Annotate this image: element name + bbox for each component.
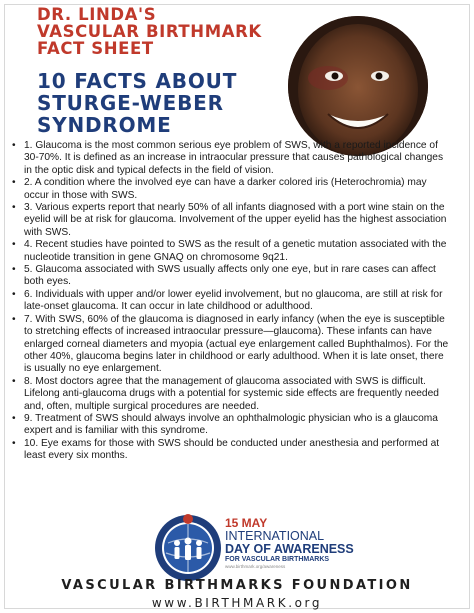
fact-text: 10. Eye exams for those with SWS should be conducted under anesthesia and performed at least every six months. — [24, 437, 440, 462]
fact-item — [12, 140, 450, 177]
fact-item — [12, 413, 450, 438]
child-portrait-photo — [288, 16, 428, 156]
fact-text: 1. Glaucoma is the most common serious eye problem of SWS, with a reported incidence of 30-70%. It is defined as an increase in intraocular pressure that causes pathological changes in the optic disk and typical defects in the field of vision. — [24, 140, 444, 176]
bullet-icon: • — [12, 412, 16, 424]
bullet-icon: • — [12, 140, 16, 151]
fact-text: 8. Most doctors agree that the management of glaucoma associated with SWS is difficult. Lifelong anti-glaucoma drugs with a potential for systemic side effects are frequently needed and, often, multiple surgical procedures are needed. — [24, 375, 439, 412]
fact-text: 4. Recent studies have pointed to SWS as the result of a genetic mutation associated with the nucleotide transition in gene GNAQ on chromosome 9q21. — [24, 239, 447, 263]
awareness-line-3: FOR VASCULAR BIRTHMARKS — [225, 556, 330, 563]
fact-item — [12, 376, 450, 413]
subtitle-line-2: STURGE-WEBER — [37, 91, 224, 115]
title-line-2: VASCULAR BIRTHMARK — [37, 22, 262, 41]
bullet-icon: • — [12, 177, 16, 189]
fact-item — [12, 177, 450, 202]
fact-text: 2. A condition where the involved eye can have a darker colored iris (Heterochromia) may occur in those with SWS. — [24, 177, 427, 201]
awareness-line-1: INTERNATIONAL — [225, 529, 325, 543]
footer-website-link[interactable]: www.BIRTHMARK.org — [151, 596, 323, 610]
fact-item — [12, 314, 450, 376]
fact-text: 6. Individuals with upper and/or lower eyelid involvement, but no glaucoma, are still at risk for late-onset glaucoma. It can occur in late childhood or adulthood. — [24, 288, 443, 313]
fact-text: 9. Treatment of SWS should always involve an ophthalmologic physician who is a glaucoma expert and is familiar with this syndrome. — [24, 412, 438, 437]
bullet-icon: • — [12, 264, 16, 276]
fact-item — [12, 202, 450, 239]
bullet-icon: • — [12, 437, 16, 449]
fact-item — [12, 239, 450, 264]
fact-sheet-title — [37, 6, 262, 57]
footer-org-name: VASCULAR BIRTHMARKS FOUNDATION — [61, 578, 413, 593]
title-line-1: DR. LINDA'S — [37, 5, 157, 24]
fact-text: 3. Various experts report that nearly 50% of all infants diagnosed with a port wine stain on the eyelid will be at risk for glaucoma. Involvement of the upper eyelid has the highest association with SWS. — [24, 202, 447, 238]
facts-list — [12, 140, 450, 463]
bullet-icon: • — [12, 239, 16, 251]
bullet-icon: • — [12, 288, 16, 300]
bullet-icon: • — [12, 375, 16, 387]
awareness-url: www.birthmark.org/awareness — [225, 564, 286, 569]
fact-item — [12, 438, 450, 463]
bullet-icon: • — [12, 202, 16, 214]
subtitle-line-3: SYNDROME — [37, 113, 172, 137]
awareness-date: 15 MAY — [225, 516, 268, 530]
awareness-day-text — [225, 517, 354, 570]
fact-item — [12, 289, 450, 314]
title-line-3: FACT SHEET — [37, 39, 154, 58]
fact-sheet-subtitle — [37, 70, 237, 136]
bullet-icon: • — [12, 313, 16, 325]
fact-text: 7. With SWS, 60% of the glaucoma is diagnosed in early infancy (when the eye is susceptible to stretching effects of increased intraocular pressure—glaucoma). These infants can have enlarged corneal diameters and myopia (actual eye enlargement called Buphthalmos). For the other 40%, glaucoma begins later in childhood or early adulthood. When it is late onset, there is usually no eye enlargement. — [24, 313, 449, 375]
awareness-line-2: DAY OF AWARENESS — [225, 542, 354, 556]
subtitle-line-1: 10 FACTS ABOUT — [37, 69, 238, 93]
fact-item — [12, 264, 450, 289]
awareness-globe-logo — [153, 513, 223, 583]
fact-text: 5. Glaucoma associated with SWS usually affects only one eye, but in rare cases can affect both eyes. — [24, 264, 436, 288]
